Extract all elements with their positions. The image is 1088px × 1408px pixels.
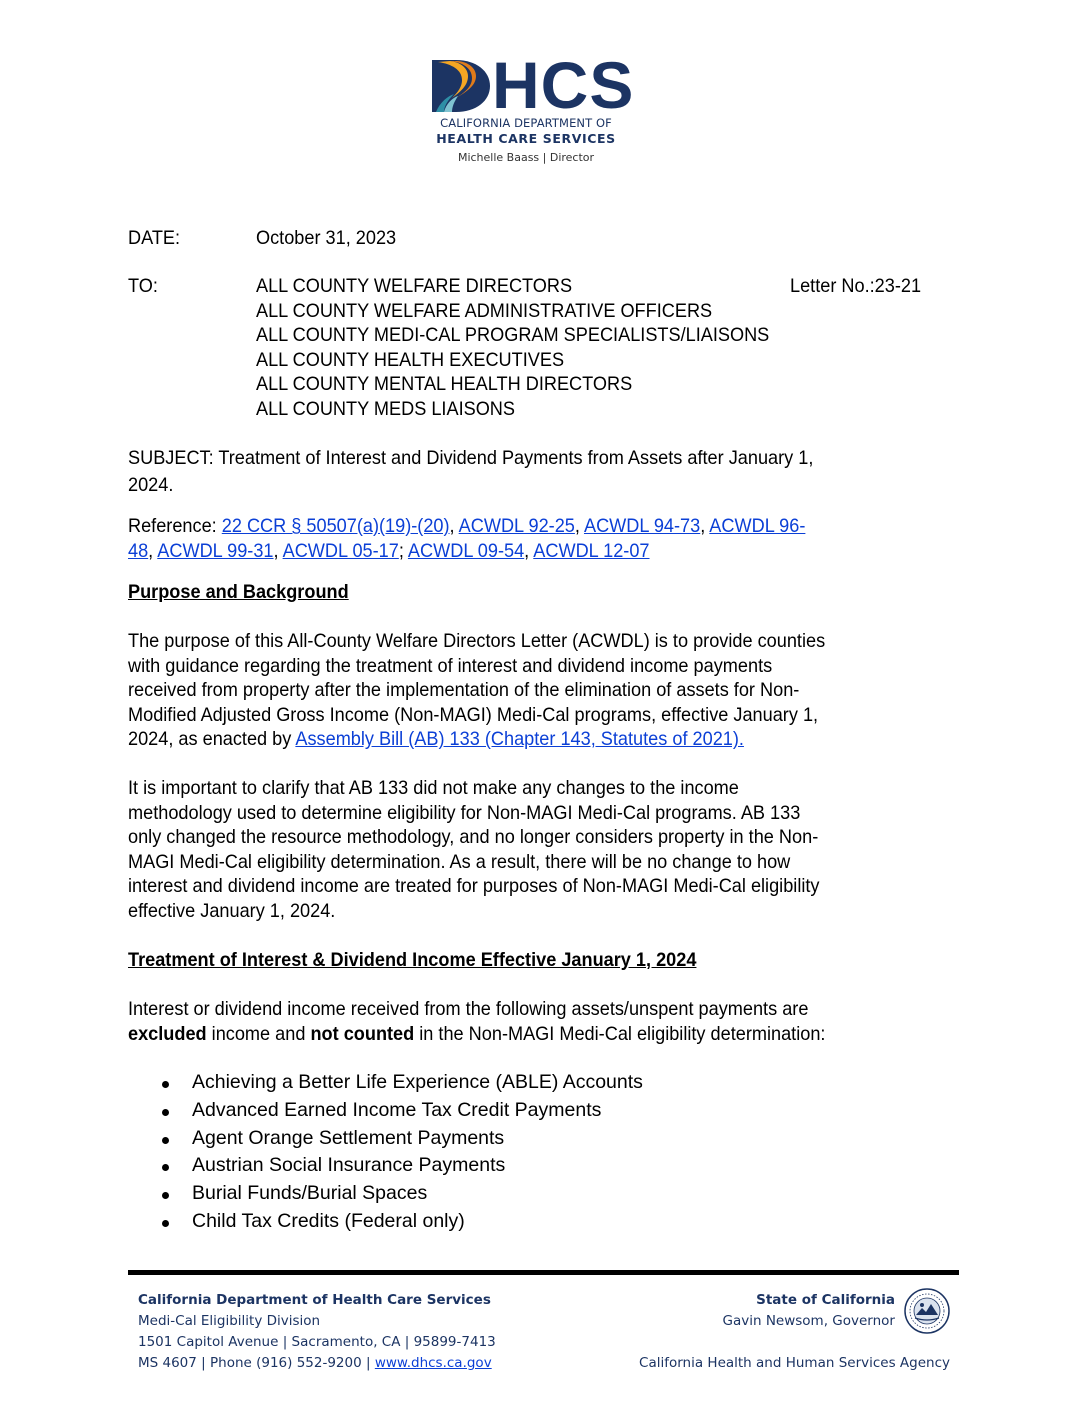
california-state-seal-icon (904, 1288, 950, 1334)
bullet-icon (162, 1192, 169, 1199)
recipient: ALL COUNTY MEDI-CAL PROGRAM SPECIALISTS/LIAISONS (256, 324, 770, 347)
paragraph-line: effective January 1, 2024. (128, 900, 336, 922)
treatment-intro-line-1: Interest or dividend income received from the following assets/unspent payments are (128, 998, 809, 1020)
paragraph-line: It is important to clarify that AB 133 did not make any changes to the income (128, 777, 739, 799)
paragraph-line: only changed the resource methodology, and no longer considers property in the Non- (128, 826, 819, 849)
not-counted-emphasis: not counted (310, 1022, 415, 1045)
reference-link[interactable]: ACWDL 12-07 (533, 540, 650, 562)
footer-contact (138, 1355, 492, 1371)
recipient: ALL COUNTY MEDS LIAISONS (256, 398, 516, 420)
reference-label: Reference: (128, 515, 222, 537)
recipient: ALL COUNTY WELFARE DIRECTORS (256, 275, 573, 297)
reference-link[interactable]: ACWDL 94-73 (583, 515, 701, 537)
paragraph-line: Modified Adjusted Gross Income (Non-MAGI) Medi-Cal programs, effective January 1, (128, 703, 819, 726)
letter-number: Letter No.:23-21 (790, 275, 922, 297)
separator: , (273, 540, 283, 562)
footer-org: California Department of Health Care Services (138, 1292, 491, 1308)
bullet-icon (162, 1137, 169, 1144)
paragraph-line: The purpose of this All-County Welfare Directors Letter (ACWDL) is to provide counties (128, 630, 826, 652)
bullet-icon (162, 1081, 169, 1088)
treatment-intro-line-2 (128, 1022, 825, 1047)
subject-line-1: SUBJECT: Treatment of Interest and Dividend Payments from Assets after January 1, (128, 447, 814, 469)
reference-link[interactable]: ACWDL 99-31 (157, 540, 274, 562)
paragraph-line (128, 727, 744, 752)
footer-agency: California Health and Human Services Agency (639, 1355, 950, 1371)
recipient: ALL COUNTY WELFARE ADMINISTRATIVE OFFICERS (256, 299, 713, 322)
logo-org-line1: CALIFORNIA DEPARTMENT OF (440, 116, 612, 130)
ab133-link[interactable]: Assembly Bill (AB) 133 (Chapter 143, Statutes of 2021). (295, 728, 744, 751)
paragraph-line: with guidance regarding the treatment of interest and dividend income payments (128, 654, 773, 677)
footer-governor: Gavin Newsom, Governor (722, 1313, 895, 1329)
list-item-text: Child Tax Credits (Federal only) (192, 1209, 465, 1232)
dhcs-d-mark-icon (432, 60, 490, 112)
separator: , (574, 515, 584, 537)
paragraph-text: 2024, as enacted by (128, 728, 296, 751)
footer-state: State of California (756, 1292, 895, 1308)
reference-link[interactable]: ACWDL 92-25 (458, 515, 575, 537)
logo-org-line2: HEALTH CARE SERVICES (436, 131, 616, 146)
paragraph-line: interest and dividend income are treated for purposes of Non-MAGI Medi-Cal eligibility (128, 875, 820, 898)
footer-division: Medi-Cal Eligibility Division (138, 1313, 321, 1329)
section-heading-purpose: Purpose and Background (128, 581, 349, 603)
footer-phone: MS 4607 | Phone (916) 552-9200 | (138, 1355, 375, 1371)
website-link[interactable]: www.dhcs.ca.gov (374, 1355, 492, 1371)
reference-link[interactable]: ACWDL 05-17 (282, 540, 399, 562)
subject-line-2: 2024. (128, 474, 174, 496)
recipient: ALL COUNTY HEALTH EXECUTIVES (256, 348, 565, 371)
separator: , (700, 515, 710, 537)
excluded-emphasis: excluded (128, 1022, 207, 1045)
logo-director: Michelle Baass | Director (457, 151, 595, 164)
reference-link[interactable]: 48 (128, 540, 149, 562)
separator: ; (398, 540, 408, 562)
reference-line-2 (128, 539, 650, 564)
section-heading-treatment: Treatment of Interest & Dividend Income Effective January 1, 2024 (128, 949, 697, 971)
paragraph-text: in the Non-MAGI Medi-Cal eligibility determination: (414, 1022, 826, 1045)
list-item-text: Agent Orange Settlement Payments (192, 1126, 505, 1149)
footer-divider (128, 1270, 959, 1275)
reference-link[interactable]: ACWDL 09-54 (407, 540, 525, 562)
bullet-icon (162, 1164, 169, 1171)
reference-link[interactable]: ACWDL 96- (709, 515, 806, 537)
footer-address: 1501 Capitol Avenue | Sacramento, CA | 95899-7413 (138, 1334, 496, 1350)
paragraph-line: received from property after the implementation of the elimination of assets for Non- (128, 679, 800, 702)
date-value: October 31, 2023 (256, 227, 397, 249)
list-item-text: Achieving a Better Life Experience (ABLE) Accounts (192, 1071, 643, 1093)
bullet-icon (162, 1109, 169, 1116)
reference-link[interactable]: 22 CCR § 50507(a)(19)-(20) (221, 515, 450, 537)
to-label: TO: (128, 275, 158, 297)
list-item-text: Austrian Social Insurance Payments (192, 1154, 506, 1177)
list-item-text: Advanced Earned Income Tax Credit Payments (192, 1098, 602, 1121)
list-item-text: Burial Funds/Burial Spaces (192, 1182, 428, 1205)
date-label: DATE: (128, 227, 181, 249)
separator: , (524, 540, 534, 562)
logo-letters: HCS (492, 48, 635, 122)
separator: , (148, 540, 158, 562)
paragraph-text: income and (206, 1022, 311, 1045)
separator: , (449, 515, 459, 537)
paragraph-line: methodology used to determine eligibility for Non-MAGI Medi-Cal programs. AB 133 (128, 801, 801, 824)
reference-line-1 (128, 514, 805, 539)
recipient: ALL COUNTY MENTAL HEALTH DIRECTORS (256, 373, 633, 396)
paragraph-line: MAGI Medi-Cal eligibility determination. As a result, there will be no change to how (128, 850, 791, 873)
bullet-icon (162, 1220, 169, 1227)
